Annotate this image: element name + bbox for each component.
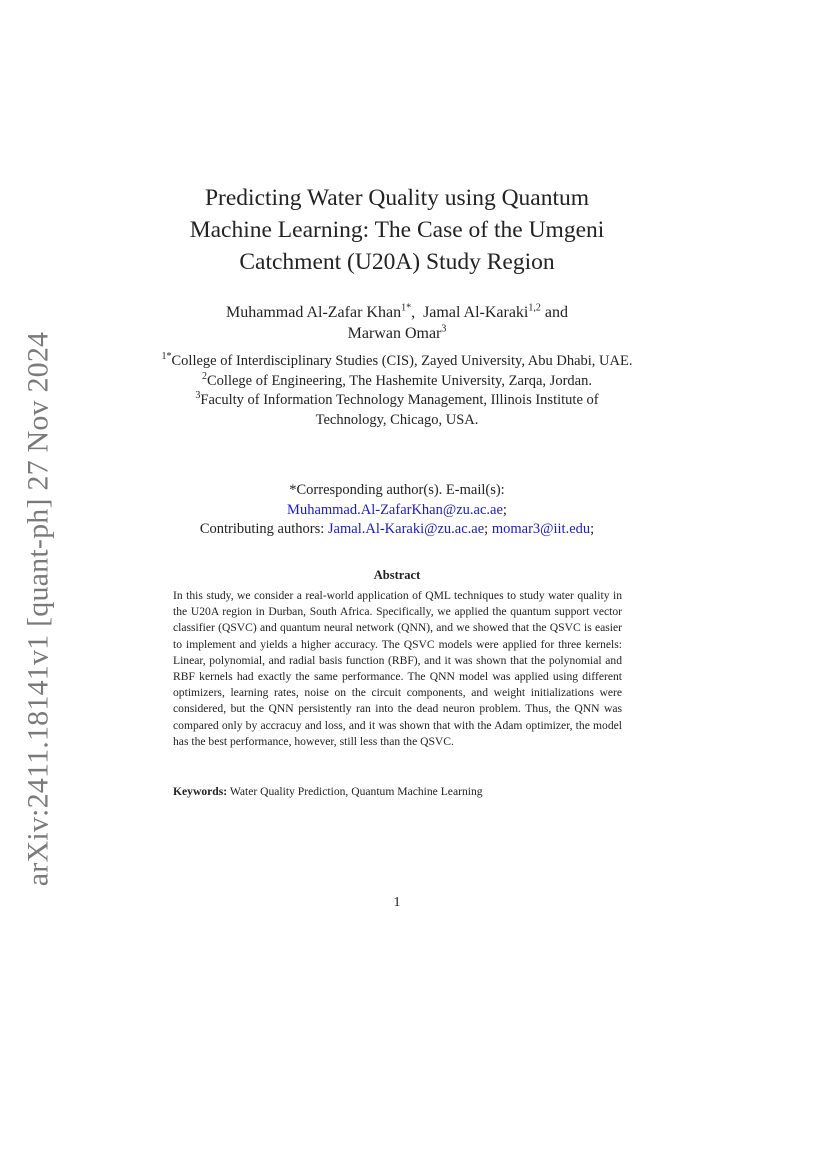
affiliation-marker: 2 (202, 370, 208, 382)
corresponding-email-link[interactable]: Muhammad.Al-ZafarKhan@zu.ac.ae (287, 501, 503, 518)
page-number: 1 (393, 895, 401, 910)
keywords-label: Keywords: (173, 785, 228, 798)
author-name: Jamal Al-Karaki (423, 304, 529, 321)
author-name: Muhammad Al-Zafar Khan (226, 304, 402, 321)
author-list: Muhammad Al-Zafar Khan$^{1*}$, Jamal Al-Karaki$^{1,2}$ and Marwan Omar$^3$ (226, 302, 568, 342)
email-suffix: ; (502, 501, 507, 518)
affiliation-text: Faculty of Information Technology Management, Illinois Institute of Technology, Chicago, USA. (200, 392, 599, 428)
email-suffix: ; (590, 521, 595, 537)
affiliation-text: College of Interdisciplinary Studies (CIS), Zayed University, Abu Dhabi, UAE. (171, 353, 633, 369)
keywords-text: Water Quality Prediction, Quantum Machine Learning (229, 785, 483, 798)
affiliation-line (160, 372, 634, 392)
author-conjunction: and (544, 304, 568, 321)
author-superscript: 1,2 (528, 302, 541, 314)
affiliation-marker: 3 (195, 390, 201, 402)
arxiv-stamp (12, 331, 64, 887)
paper-title: Predicting Water Quality using Quantum Machine Learning: The Case of the Umgeni Catchment (U20A) Study Region (189, 185, 605, 275)
affiliations (160, 352, 634, 430)
contributing-email-link[interactable]: momar3@iit.edu (491, 521, 591, 537)
keywords-line (173, 784, 622, 800)
author-superscript: 3 (441, 323, 447, 335)
affiliation-marker: 1* (161, 351, 172, 363)
contributing-authors-label: Contributing authors: (199, 521, 325, 537)
abstract-text: In this study, we consider a real-world application of QML techniques to study water quality in the U20A region in Durban, South Africa. Specifically, we applied the quantum support vector classifier (QSVC) and quantum neural network (QNN), and we showed that the QSVC is easier to implement and yields a higher accuracy. The QSVC models were applied for three kernels: Linear, polynomial, and radial basis function (RBF), and it was shown that the polynomial and RBF kernels had exactly the same performance. The QNN model was applied using different optimizers, learning rates, noise on the circuit components, and weight initializations were considered, but the QNN persistently ran into the dead neuron problem. Thus, the QNN was compared only by accracuy and loss, and it was shown that with the Adam optimizer, the model has the best performance, however, still less than the QSVC. (173, 589, 622, 748)
contributing-email-link[interactable]: Jamal.Al-Karaki@zu.ac.ae (327, 521, 485, 537)
affiliation-line (160, 391, 634, 430)
author-name: Marwan Omar (347, 325, 442, 342)
author-superscript: 1* (401, 302, 412, 314)
email-separator: ; (484, 521, 489, 537)
affiliation-text: College of Engineering, The Hashemite University, Zarqa, Jordan. (207, 372, 592, 389)
correspondence-label: *Corresponding author(s). E-mail(s): (289, 482, 505, 498)
correspondence-block (150, 481, 644, 540)
abstract-heading: Abstract (373, 568, 421, 582)
arxiv-identifier: arXiv:2411.18141v1 [quant-ph] 27 Nov 2024 (21, 331, 55, 887)
affiliation-line (160, 352, 634, 372)
